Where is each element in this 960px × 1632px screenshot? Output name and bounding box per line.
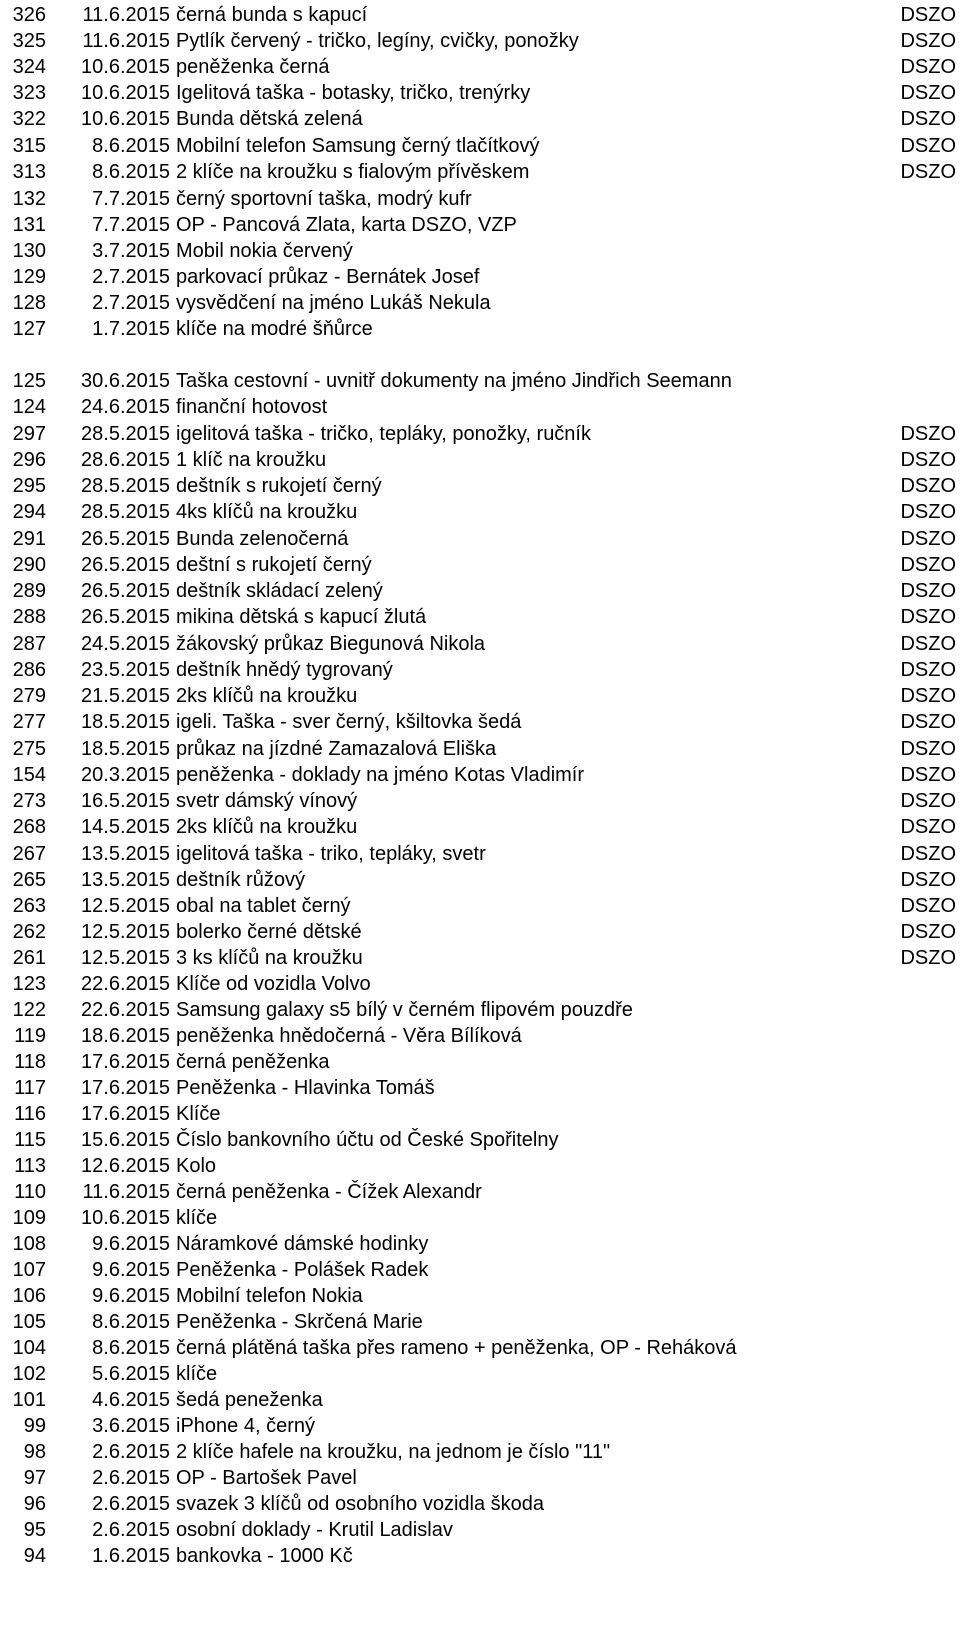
list-item bbox=[0, 133, 960, 160]
item-description: Mobilní telefon Samsung černý tlačítkový bbox=[176, 135, 540, 157]
list-item bbox=[0, 2, 960, 29]
item-number: 322 bbox=[12, 108, 46, 130]
item-date: 7.7.2015 bbox=[92, 214, 170, 236]
item-number: 125 bbox=[12, 370, 46, 392]
item-description: černá peněženka - Čížek Alexandr bbox=[176, 1181, 482, 1203]
item-date: 14.5.2015 bbox=[81, 816, 170, 838]
item-description: bolerko černé dětské bbox=[176, 921, 362, 943]
list-item bbox=[0, 290, 960, 317]
item-number: 288 bbox=[12, 606, 46, 628]
list-item bbox=[0, 1517, 960, 1544]
list-item bbox=[0, 683, 960, 710]
list-item bbox=[0, 54, 960, 81]
item-date: 9.6.2015 bbox=[92, 1233, 170, 1255]
item-number: 297 bbox=[12, 423, 46, 445]
item-date: 18.5.2015 bbox=[81, 711, 170, 733]
item-organization: DSZO bbox=[900, 501, 956, 523]
item-number: 101 bbox=[12, 1389, 46, 1411]
item-description: igelitová taška - tričko, tepláky, ponožky, ručník bbox=[176, 423, 591, 445]
item-date: 5.6.2015 bbox=[92, 1363, 170, 1385]
item-number: 273 bbox=[12, 790, 46, 812]
item-description: igeli. Taška - sver černý, kšiltovka šedá bbox=[176, 711, 522, 733]
item-date: 10.6.2015 bbox=[81, 82, 170, 104]
list-item bbox=[0, 552, 960, 579]
item-description: iPhone 4, černý bbox=[176, 1415, 315, 1437]
item-date: 17.6.2015 bbox=[81, 1051, 170, 1073]
list-item bbox=[0, 1101, 960, 1128]
item-organization: DSZO bbox=[900, 633, 956, 655]
list-item bbox=[0, 186, 960, 213]
item-number: 325 bbox=[12, 30, 46, 52]
item-date: 2.7.2015 bbox=[92, 266, 170, 288]
list-item bbox=[0, 1309, 960, 1336]
item-number: 129 bbox=[12, 266, 46, 288]
list-item bbox=[0, 841, 960, 868]
list-item bbox=[0, 971, 960, 998]
list-item bbox=[0, 1465, 960, 1492]
list-item bbox=[0, 212, 960, 239]
item-date: 22.6.2015 bbox=[81, 999, 170, 1021]
item-number: 326 bbox=[12, 4, 46, 26]
item-number: 102 bbox=[12, 1363, 46, 1385]
item-description: klíče bbox=[176, 1207, 218, 1229]
list-item bbox=[0, 1413, 960, 1440]
item-date: 10.6.2015 bbox=[81, 1207, 170, 1229]
item-description: peněženka hnědočerná - Věra Bílíková bbox=[176, 1025, 522, 1047]
item-description: parkovací průkaz - Bernátek Josef bbox=[176, 266, 480, 288]
item-number: 132 bbox=[12, 188, 46, 210]
item-number: 286 bbox=[12, 659, 46, 681]
item-date: 2.6.2015 bbox=[92, 1441, 170, 1463]
item-date: 3.7.2015 bbox=[92, 240, 170, 262]
item-description: OP - Bartošek Pavel bbox=[176, 1467, 357, 1489]
list-item bbox=[0, 264, 960, 291]
item-date: 10.6.2015 bbox=[81, 108, 170, 130]
list-item bbox=[0, 106, 960, 133]
item-number: 95 bbox=[23, 1519, 46, 1541]
item-organization: DSZO bbox=[900, 843, 956, 865]
item-number: 123 bbox=[12, 973, 46, 995]
item-description: OP - Pancová Zlata, karta DSZO, VZP bbox=[176, 214, 517, 236]
item-number: 295 bbox=[12, 475, 46, 497]
item-number: 291 bbox=[12, 528, 46, 550]
item-organization: DSZO bbox=[900, 554, 956, 576]
list-item bbox=[0, 814, 960, 841]
list-item bbox=[0, 368, 960, 395]
item-description: peněženka - doklady na jméno Kotas Vladimír bbox=[176, 764, 585, 786]
item-description: Klíče bbox=[176, 1103, 221, 1125]
item-description: černá bunda s kapucí bbox=[176, 4, 368, 26]
item-date: 11.6.2015 bbox=[82, 4, 170, 26]
item-date: 8.6.2015 bbox=[92, 135, 170, 157]
item-description: svetr dámský vínový bbox=[176, 790, 358, 812]
item-date: 28.5.2015 bbox=[81, 475, 170, 497]
item-organization: DSZO bbox=[900, 685, 956, 707]
item-date: 28.5.2015 bbox=[81, 423, 170, 445]
item-organization: DSZO bbox=[900, 528, 956, 550]
item-description: 4ks klíčů na kroužku bbox=[176, 501, 358, 523]
item-description: Samsung galaxy s5 bílý v černém flipovém pouzdře bbox=[176, 999, 633, 1021]
item-description: deštník růžový bbox=[176, 869, 305, 891]
item-date: 10.6.2015 bbox=[81, 56, 170, 78]
list-item bbox=[0, 1153, 960, 1180]
item-number: 275 bbox=[12, 738, 46, 760]
item-date: 7.7.2015 bbox=[92, 188, 170, 210]
item-organization: DSZO bbox=[900, 30, 956, 52]
item-date: 30.6.2015 bbox=[81, 370, 170, 392]
item-description: klíče bbox=[176, 1363, 218, 1385]
item-organization: DSZO bbox=[900, 947, 956, 969]
item-description: bankovka - 1000 Kč bbox=[176, 1545, 353, 1567]
item-date: 26.5.2015 bbox=[81, 606, 170, 628]
item-date: 4.6.2015 bbox=[92, 1389, 170, 1411]
item-date: 2.6.2015 bbox=[92, 1519, 170, 1541]
item-date: 12.6.2015 bbox=[81, 1155, 170, 1177]
item-description: mikina dětská s kapucí žlutá bbox=[176, 606, 427, 628]
item-description: 3 ks klíčů na kroužku bbox=[176, 947, 363, 969]
item-number: 154 bbox=[12, 764, 46, 786]
item-description: osobní doklady - Krutil Ladislav bbox=[176, 1519, 453, 1541]
item-organization: DSZO bbox=[900, 711, 956, 733]
list-item bbox=[0, 473, 960, 500]
list-item bbox=[0, 1231, 960, 1258]
item-description: Pytlík červený - tričko, legíny, cvičky, ponožky bbox=[176, 30, 579, 52]
list-item bbox=[0, 1257, 960, 1284]
item-organization: DSZO bbox=[900, 895, 956, 917]
item-description: Bunda zelenočerná bbox=[176, 528, 349, 550]
list-item bbox=[0, 80, 960, 107]
item-number: 109 bbox=[12, 1207, 46, 1229]
item-number: 99 bbox=[23, 1415, 46, 1437]
item-description: 2ks klíčů na kroužku bbox=[176, 816, 358, 838]
item-description: deštník hnědý tygrovaný bbox=[176, 659, 393, 681]
item-number: 287 bbox=[12, 633, 46, 655]
item-number: 323 bbox=[12, 82, 46, 104]
item-organization: DSZO bbox=[900, 135, 956, 157]
item-number: 279 bbox=[12, 685, 46, 707]
item-organization: DSZO bbox=[900, 816, 956, 838]
item-number: 296 bbox=[12, 449, 46, 471]
item-organization: DSZO bbox=[900, 764, 956, 786]
item-number: 315 bbox=[12, 135, 46, 157]
item-number: 124 bbox=[12, 396, 46, 418]
item-description: klíče na modré šňůrce bbox=[176, 318, 373, 340]
item-number: 277 bbox=[12, 711, 46, 733]
item-date: 23.5.2015 bbox=[81, 659, 170, 681]
list-item bbox=[0, 1205, 960, 1232]
item-description: svazek 3 klíčů od osobního vozidla škoda bbox=[176, 1493, 544, 1515]
item-number: 119 bbox=[14, 1025, 46, 1047]
item-number: 127 bbox=[12, 318, 46, 340]
item-date: 8.6.2015 bbox=[92, 1337, 170, 1359]
item-description: 1 klíč na kroužku bbox=[176, 449, 327, 471]
item-description: igelitová taška - triko, tepláky, svetr bbox=[176, 843, 486, 865]
item-date: 20.3.2015 bbox=[81, 764, 170, 786]
item-date: 26.5.2015 bbox=[81, 580, 170, 602]
item-number: 267 bbox=[12, 843, 46, 865]
item-number: 128 bbox=[12, 292, 46, 314]
list-item bbox=[0, 1049, 960, 1076]
item-description: obal na tablet černý bbox=[176, 895, 351, 917]
item-number: 290 bbox=[12, 554, 46, 576]
list-item bbox=[0, 1075, 960, 1102]
list-item bbox=[0, 1179, 960, 1206]
item-description: Klíče od vozidla Volvo bbox=[176, 973, 371, 995]
list-item bbox=[0, 394, 960, 421]
item-date: 2.7.2015 bbox=[92, 292, 170, 314]
item-organization: DSZO bbox=[900, 82, 956, 104]
item-description: Kolo bbox=[176, 1155, 217, 1177]
list-item bbox=[0, 788, 960, 815]
list-item bbox=[0, 28, 960, 55]
item-date: 9.6.2015 bbox=[92, 1259, 170, 1281]
item-date: 8.6.2015 bbox=[92, 1311, 170, 1333]
item-number: 116 bbox=[14, 1103, 46, 1125]
list-item bbox=[0, 997, 960, 1024]
item-date: 18.6.2015 bbox=[81, 1025, 170, 1047]
item-number: 104 bbox=[12, 1337, 46, 1359]
item-number: 97 bbox=[23, 1467, 46, 1489]
list-item bbox=[0, 238, 960, 265]
item-organization: DSZO bbox=[900, 423, 956, 445]
list-item bbox=[0, 316, 960, 343]
item-date: 1.6.2015 bbox=[92, 1545, 170, 1567]
item-organization: DSZO bbox=[900, 449, 956, 471]
item-number: 117 bbox=[14, 1077, 46, 1099]
item-date: 8.6.2015 bbox=[92, 161, 170, 183]
item-number: 115 bbox=[14, 1129, 46, 1151]
item-number: 131 bbox=[12, 214, 46, 236]
item-date: 18.5.2015 bbox=[81, 738, 170, 760]
item-description: vysvědčení na jméno Lukáš Nekula bbox=[176, 292, 491, 314]
item-description: 2 klíče hafele na kroužku, na jednom je číslo "11" bbox=[176, 1441, 611, 1463]
list-item bbox=[0, 578, 960, 605]
item-description: černá peněženka bbox=[176, 1051, 330, 1073]
item-description: Peněženka - Hlavinka Tomáš bbox=[176, 1077, 435, 1099]
item-date: 26.5.2015 bbox=[81, 554, 170, 576]
item-number: 96 bbox=[23, 1493, 46, 1515]
list-item bbox=[0, 604, 960, 631]
item-number: 324 bbox=[12, 56, 46, 78]
item-organization: DSZO bbox=[900, 108, 956, 130]
list-item bbox=[0, 736, 960, 763]
item-number: 107 bbox=[12, 1259, 46, 1281]
item-date: 28.6.2015 bbox=[81, 449, 170, 471]
item-number: 313 bbox=[12, 161, 46, 183]
item-date: 3.6.2015 bbox=[92, 1415, 170, 1437]
item-description: Mobilní telefon Nokia bbox=[176, 1285, 363, 1307]
item-description: Peněženka - Polášek Radek bbox=[176, 1259, 429, 1281]
list-item bbox=[0, 893, 960, 920]
item-number: 118 bbox=[14, 1051, 46, 1073]
item-date: 9.6.2015 bbox=[92, 1285, 170, 1307]
item-description: finanční hotovost bbox=[176, 396, 328, 418]
list-item bbox=[0, 1439, 960, 1466]
list-item bbox=[0, 1283, 960, 1310]
item-description: peněženka černá bbox=[176, 56, 330, 78]
item-date: 17.6.2015 bbox=[81, 1077, 170, 1099]
list-item bbox=[0, 867, 960, 894]
item-description: černá plátěná taška přes rameno + peněženka, OP - Reháková bbox=[176, 1337, 737, 1359]
item-number: 105 bbox=[12, 1311, 46, 1333]
item-date: 15.6.2015 bbox=[81, 1129, 170, 1151]
item-number: 261 bbox=[12, 947, 46, 969]
item-organization: DSZO bbox=[900, 921, 956, 943]
item-organization: DSZO bbox=[900, 659, 956, 681]
list-item bbox=[0, 919, 960, 946]
item-description: šedá peneženka bbox=[176, 1389, 323, 1411]
list-item bbox=[0, 421, 960, 448]
list-item bbox=[0, 526, 960, 553]
item-number: 130 bbox=[12, 240, 46, 262]
item-date: 24.6.2015 bbox=[81, 396, 170, 418]
list-item bbox=[0, 709, 960, 736]
list-item bbox=[0, 1491, 960, 1518]
item-organization: DSZO bbox=[900, 580, 956, 602]
item-organization: DSZO bbox=[900, 4, 956, 26]
item-description: deštník s rukojetí černý bbox=[176, 475, 382, 497]
item-organization: DSZO bbox=[900, 475, 956, 497]
item-number: 94 bbox=[23, 1545, 46, 1567]
item-date: 26.5.2015 bbox=[81, 528, 170, 550]
item-date: 11.6.2015 bbox=[82, 30, 170, 52]
item-date: 2.6.2015 bbox=[92, 1493, 170, 1515]
list-item bbox=[0, 762, 960, 789]
list-item bbox=[0, 945, 960, 972]
item-number: 110 bbox=[14, 1181, 46, 1203]
item-date: 2.6.2015 bbox=[92, 1467, 170, 1489]
list-item bbox=[0, 631, 960, 658]
item-organization: DSZO bbox=[900, 606, 956, 628]
item-description: Mobil nokia červený bbox=[176, 240, 353, 262]
item-date: 24.5.2015 bbox=[81, 633, 170, 655]
item-description: 2 klíče na kroužku s fialovým přívěskem bbox=[176, 161, 530, 183]
item-date: 17.6.2015 bbox=[81, 1103, 170, 1125]
item-number: 289 bbox=[12, 580, 46, 602]
item-description: Číslo bankovního účtu od České Spořitelny bbox=[176, 1129, 559, 1151]
item-date: 22.6.2015 bbox=[81, 973, 170, 995]
item-organization: DSZO bbox=[900, 790, 956, 812]
list-item bbox=[0, 1361, 960, 1388]
item-description: Peněženka - Skrčená Marie bbox=[176, 1311, 423, 1333]
list-item bbox=[0, 657, 960, 684]
item-date: 12.5.2015 bbox=[81, 921, 170, 943]
list-item bbox=[0, 1543, 960, 1570]
item-description: Bunda dětská zelená bbox=[176, 108, 363, 130]
item-number: 294 bbox=[12, 501, 46, 523]
item-date: 21.5.2015 bbox=[81, 685, 170, 707]
item-number: 113 bbox=[14, 1155, 46, 1177]
item-description: průkaz na jízdné Zamazalová Eliška bbox=[176, 738, 497, 760]
item-description: 2ks klíčů na kroužku bbox=[176, 685, 358, 707]
item-description: Taška cestovní - uvnitř dokumenty na jméno Jindřich Seemann bbox=[176, 370, 732, 392]
item-number: 265 bbox=[12, 869, 46, 891]
list-item bbox=[0, 499, 960, 526]
item-number: 268 bbox=[12, 816, 46, 838]
item-organization: DSZO bbox=[900, 738, 956, 760]
item-description: Igelitová taška - botasky, tričko, trenýrky bbox=[176, 82, 531, 104]
item-number: 122 bbox=[12, 999, 46, 1021]
item-organization: DSZO bbox=[900, 869, 956, 891]
item-description: deštník skládací zelený bbox=[176, 580, 383, 602]
item-date: 11.6.2015 bbox=[82, 1181, 170, 1203]
item-date: 28.5.2015 bbox=[81, 501, 170, 523]
item-date: 1.7.2015 bbox=[92, 318, 170, 340]
item-description: Náramkové dámské hodinky bbox=[176, 1233, 429, 1255]
item-date: 13.5.2015 bbox=[81, 869, 170, 891]
item-description: černý sportovní taška, modrý kufr bbox=[176, 188, 472, 210]
list-item bbox=[0, 1127, 960, 1154]
item-number: 98 bbox=[23, 1441, 46, 1463]
item-number: 106 bbox=[12, 1285, 46, 1307]
list-item bbox=[0, 1387, 960, 1414]
item-date: 13.5.2015 bbox=[81, 843, 170, 865]
item-date: 12.5.2015 bbox=[81, 947, 170, 969]
item-description: deštní s rukojetí černý bbox=[176, 554, 372, 576]
list-item bbox=[0, 447, 960, 474]
list-item bbox=[0, 1023, 960, 1050]
item-organization: DSZO bbox=[900, 56, 956, 78]
list-item bbox=[0, 1335, 960, 1362]
list-item bbox=[0, 159, 960, 186]
item-date: 12.5.2015 bbox=[81, 895, 170, 917]
item-organization: DSZO bbox=[900, 161, 956, 183]
item-number: 262 bbox=[12, 921, 46, 943]
item-date: 16.5.2015 bbox=[81, 790, 170, 812]
item-number: 263 bbox=[12, 895, 46, 917]
item-description: žákovský průkaz Biegunová Nikola bbox=[176, 633, 486, 655]
item-number: 108 bbox=[12, 1233, 46, 1255]
